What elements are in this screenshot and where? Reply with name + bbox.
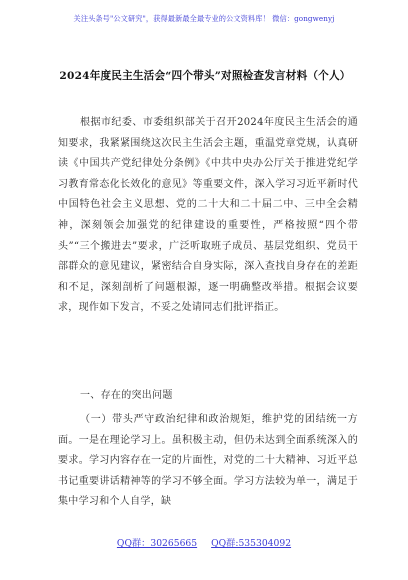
document-title: 2024年度民主生活会“四个带头”对照检查发言材料（个人）: [59, 70, 351, 82]
section-heading: 一、存在的突出问题: [80, 390, 173, 401]
footer-qq-group-1[interactable]: QQ群：30265665: [116, 538, 198, 549]
header-banner: 关注头条号"公文研究"，获得最新最全最专业的公文资料库！ 微信：gongwenyj: [73, 14, 335, 23]
intro-paragraph: 根据市纪委、市委组织部关于召开2024年度民主生活会的通知要求，我紧紧围绕这次民主生活会主题，重温党章党规，认真研读《中国共产党纪律处分条例》《中共中央办公厅关于推进党纪学习教育常态化长效化的意见》等重要文件，深入学习习近平新时代中国特色社会主义思想、党的二十大和二十届二中、三中全会精神，深刻领会加强党的纪律建设的重要性，严格按照“四个带头”“三个搬进去”要求，广泛听取班子成员、基层党组织、党员干部群众的意见建议，紧密结合自身实际，深入查找自身存在的差距和不足，深刻剖析了问题根源，逐一明确整改举措。根据会议要求，现作如下发言，不妥之处请同志们批评指正。: [58, 117, 358, 314]
footer-qq-group-2[interactable]: QQ群:535304092: [211, 538, 292, 549]
section-paragraph: （一）带头严守政治纪律和政治规矩，维护党的团结统一方面。一是在理论学习上。虽积极主动，但仍未达到全面系统深入的要求。学习内容存在一定的片面性，对党的二十大精神、习近平总书记重要讲话精神等的学习不够全面。学习方法较为单一，满足于集中学习和个人自学，缺: [58, 414, 358, 508]
footer: [0, 535, 408, 549]
